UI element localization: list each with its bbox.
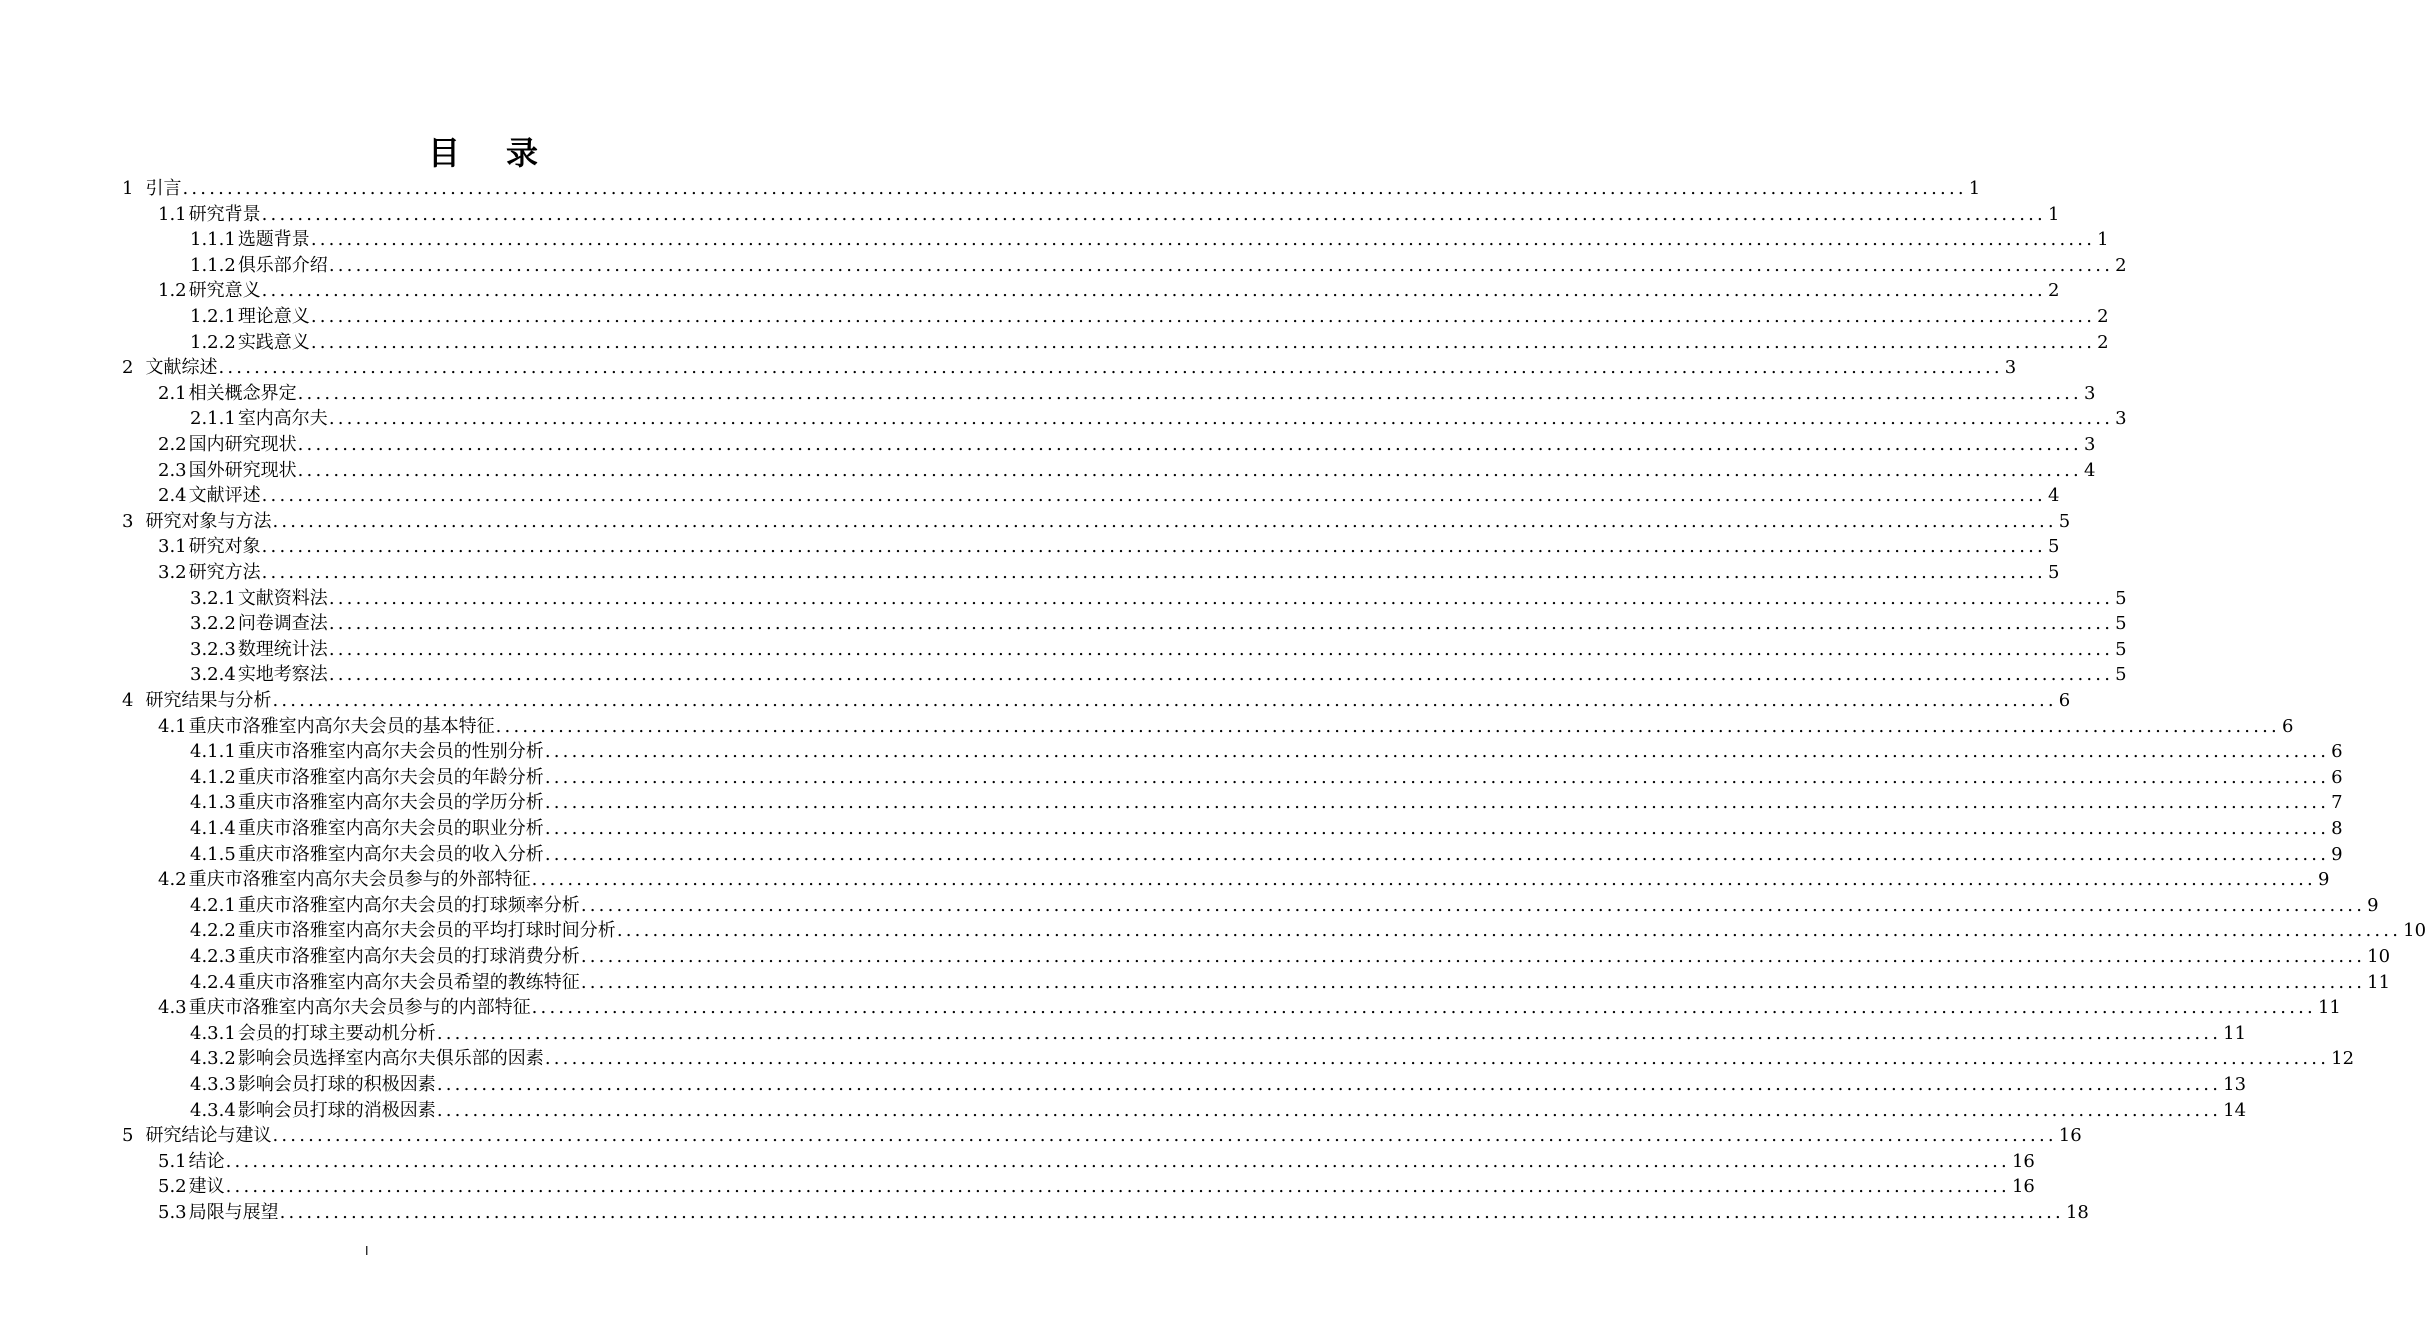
toc-entry[interactable] [122,176,1981,201]
toc-dot-leader: ........................................................................................................................................................................................................ [279,1202,2064,1223]
toc-entry-page: 18 [2065,1202,2089,1223]
toc-entry-page: 7 [2331,792,2343,813]
toc-entry-page: 8 [2331,818,2343,839]
toc-dot-leader: ........................................................................................................................................................................................................ [544,1048,2330,1069]
toc-entry-number: 4.1.1 [190,741,236,762]
toc-entry-page: 5 [2115,639,2127,660]
toc-dot-leader: ........................................................................................................................................................................................................ [328,639,2114,660]
toc-entry[interactable] [190,1072,2247,1097]
toc-dot-leader: ........................................................................................................................................................................................................ [616,920,2402,941]
toc-entry-number: 1.2.1 [190,306,236,327]
toc-entry-title: 国外研究现状 [188,460,297,481]
toc-dot-leader: ........................................................................................................................................................................................................ [531,997,2316,1018]
toc-dot-leader: ........................................................................................................................................................................................................ [261,485,2046,506]
toc-entry-page: 3 [2115,408,2127,429]
toc-entry[interactable] [190,406,2127,431]
toc-entry-title: 室内高尔夫 [237,408,328,429]
toc-entry-title: 重庆市洛雅室内高尔夫会员的年龄分析 [237,767,544,788]
toc-entry[interactable] [190,1098,2247,1123]
toc-entry-page: 1 [2097,229,2109,250]
toc-entry[interactable] [158,483,2060,508]
toc-dot-leader: ........................................................................................................................................................................................................ [531,869,2316,890]
toc-entry[interactable] [190,227,2109,252]
toc-entry-number: 2.3 [158,460,187,481]
toc-entry-title: 局限与展望 [188,1202,279,1223]
toc-entry-page: 14 [2223,1100,2247,1121]
toc-entry[interactable] [190,330,2109,355]
toc-dot-leader: ........................................................................................................................................................................................................ [261,204,2046,225]
toc-entry-page: 3 [2083,383,2096,404]
toc-entry-number: 4.2 [158,869,187,890]
toc-entry[interactable] [158,1149,2035,1174]
toc-entry-title: 文献综述 [145,357,218,378]
toc-dot-leader: ........................................................................................................................................................................................................ [297,460,2082,481]
toc-dot-leader: ........................................................................................................................................................................................................ [272,511,2057,532]
toc-dot-leader: ........................................................................................................................................................................................................ [544,792,2330,813]
toc-entry-page: 6 [2331,767,2343,788]
toc-entry-title: 重庆市洛雅室内高尔夫会员的平均打球时间分析 [237,920,616,941]
toc-entry-number: 3.2 [158,562,187,583]
toc-entry-number: 4.1 [158,716,187,737]
toc-dot-leader: ........................................................................................................................................................................................................ [225,1176,2010,1197]
toc-dot-leader: ........................................................................................................................................................................................................ [436,1100,2222,1121]
toc-dot-leader: ........................................................................................................................................................................................................ [495,716,2280,737]
toc-entry[interactable] [190,970,2391,995]
toc-entry-title: 重庆市洛雅室内高尔夫会员的打球消费分析 [237,946,580,967]
toc-entry-number: 5 [122,1125,134,1146]
toc-entry-page: 12 [2331,1048,2355,1069]
toc-entry-title: 建议 [188,1176,225,1197]
toc-entry[interactable] [190,1021,2247,1046]
toc-entry-number: 2 [122,357,134,378]
toc-dot-leader: ........................................................................................................................................................................................................ [436,1023,2222,1044]
toc-entry-number: 4.1.3 [190,792,236,813]
toc-entry-title: 研究结果与分析 [145,690,272,711]
toc-entry-number: 2.1.1 [190,408,236,429]
toc-dot-leader: ........................................................................................................................................................................................................ [310,332,2096,353]
toc-entry-number: 4.3.2 [190,1048,236,1069]
toc-entry-number: 1.1.2 [190,255,236,276]
toc-entry-title: 重庆市洛雅室内高尔夫会员的打球频率分析 [237,895,580,916]
toc-entry-number: 2.4 [158,485,187,506]
toc-entry-title: 实践意义 [237,332,310,353]
toc-entry-title: 影响会员打球的积极因素 [237,1074,436,1095]
toc-entry-title: 实地考察法 [237,664,328,685]
toc-entry-page: 9 [2367,895,2379,916]
toc-dot-leader: ........................................................................................................................................................................................................ [580,972,2366,993]
toc-entry-page: 6 [2331,741,2343,762]
page-number-footer: I [365,1244,369,1258]
toc-entry-page: 2 [2097,332,2109,353]
toc-entry-number: 4.1.2 [190,767,236,788]
toc-entry-number: 4.2.2 [190,920,236,941]
toc-entry-page: 16 [2058,1125,2082,1146]
toc-entry-page: 9 [2317,869,2330,890]
toc-entry-number: 3.2.3 [190,639,236,660]
toc-entry-page: 1 [1968,178,1981,199]
page-title [0,128,966,174]
toc-entry-title: 研究结论与建议 [145,1125,272,1146]
toc-entry-page: 5 [2047,536,2060,557]
toc-entry[interactable] [190,739,2343,764]
toc-dot-leader: ........................................................................................................................................................................................................ [218,357,2003,378]
toc-entry-number: 4.3.3 [190,1074,236,1095]
toc-entry-number: 3.1 [158,536,187,557]
toc-entry-page: 2 [2115,255,2127,276]
toc-dot-leader: ........................................................................................................................................................................................................ [436,1074,2222,1095]
toc-dot-leader: ........................................................................................................................................................................................................ [328,408,2114,429]
toc-entry-number: 2.1 [158,383,187,404]
toc-entry-page: 6 [2281,716,2294,737]
toc-entry-page: 10 [2403,920,2426,941]
toc-entry-page: 3 [2004,357,2017,378]
toc-entry-page: 1 [2047,204,2060,225]
toc-entry-number: 1.2.2 [190,332,236,353]
toc-dot-leader: ........................................................................................................................................................................................................ [225,1151,2010,1172]
toc-entry-number: 1.2 [158,280,187,301]
toc-entry[interactable] [190,637,2127,662]
toc-entry-title: 重庆市洛雅室内高尔夫会员的职业分析 [237,818,544,839]
toc-entry-page: 5 [2115,613,2127,634]
toc-entry[interactable] [158,202,2060,227]
toc-entry[interactable] [158,1200,2089,1225]
toc-entry-title: 重庆市洛雅室内高尔夫会员的基本特征 [188,716,495,737]
toc-entry[interactable] [190,944,2391,969]
toc-entry-number: 5.2 [158,1176,187,1197]
toc-entry-page: 16 [2011,1151,2035,1172]
toc-entry[interactable] [190,253,2127,278]
toc-entry-page: 2 [2047,280,2060,301]
toc-entry[interactable] [190,586,2127,611]
toc-entry-number: 1 [122,178,134,199]
toc-entry[interactable] [190,304,2109,329]
toc-entry-title: 研究意义 [188,280,261,301]
toc-entry-page: 9 [2331,844,2343,865]
toc-entry-title: 文献评述 [188,485,261,506]
toc-entry-page: 2 [2097,306,2109,327]
toc-entry-title: 会员的打球主要动机分析 [237,1023,436,1044]
toc-dot-leader: ........................................................................................................................................................................................................ [297,383,2082,404]
toc-entry-page: 3 [2083,434,2096,455]
toc-entry-title: 研究对象与方法 [145,511,272,532]
toc-dot-leader: ........................................................................................................................................................................................................ [580,946,2366,967]
toc-entry-title: 重庆市洛雅室内高尔夫会员参与的内部特征 [188,997,531,1018]
toc-entry[interactable] [122,355,2017,380]
toc-entry-number: 4.2.1 [190,895,236,916]
toc-entry-page: 10 [2367,946,2391,967]
toc-dot-leader: ........................................................................................................................................................................................................ [580,895,2366,916]
toc-entry[interactable] [190,842,2343,867]
toc-entry[interactable] [190,765,2343,790]
toc-entry[interactable] [190,1046,2355,1071]
toc-entry-page: 5 [2115,588,2127,609]
toc-entry-number: 3.2.1 [190,588,236,609]
toc-dot-leader: ........................................................................................................................................................................................................ [328,588,2114,609]
toc-dot-leader: ........................................................................................................................................................................................................ [544,741,2330,762]
toc-dot-leader: ........................................................................................................................................................................................................ [544,818,2330,839]
title-char-first: 目 [427,134,460,172]
toc-entry-page: 5 [2058,511,2071,532]
toc-dot-leader: ........................................................................................................................................................................................................ [261,280,2046,301]
toc-entry[interactable] [158,432,2096,457]
toc-entry-title: 文献资料法 [237,588,328,609]
toc-dot-leader: ........................................................................................................................................................................................................ [182,178,1967,199]
toc-entry[interactable] [190,893,2379,918]
toc-entry[interactable] [190,918,2426,943]
toc-entry-page: 4 [2083,460,2096,481]
toc-dot-leader: ........................................................................................................................................................................................................ [328,613,2114,634]
toc-entry[interactable] [190,816,2343,841]
toc-entry-number: 5.3 [158,1202,187,1223]
toc-entry[interactable] [158,867,2330,892]
toc-entry-number: 4 [122,690,134,711]
toc-entry[interactable] [158,995,2341,1020]
toc-dot-leader: ........................................................................................................................................................................................................ [328,255,2114,276]
toc-entry-title: 重庆市洛雅室内高尔夫会员的性别分析 [237,741,544,762]
toc-entry-title: 重庆市洛雅室内高尔夫会员参与的外部特征 [188,869,531,890]
toc-entry[interactable] [190,611,2127,636]
toc-entry-number: 5.1 [158,1151,187,1172]
toc-entry-page: 5 [2047,562,2060,583]
toc-entry-page: 4 [2047,485,2060,506]
toc-entry-title: 研究对象 [188,536,261,557]
toc-entry-number: 4.2.4 [190,972,236,993]
toc-entry-number: 3.2.2 [190,613,236,634]
toc-entry[interactable] [158,381,2096,406]
toc-entry[interactable] [158,560,2060,585]
toc-entry[interactable] [158,1174,2035,1199]
toc-entry[interactable] [158,534,2060,559]
toc-entry-number: 3 [122,511,134,532]
toc-entry-page: 6 [2058,690,2071,711]
toc-dot-leader: ........................................................................................................................................................................................................ [328,664,2114,685]
toc-entry-title: 问卷调查法 [237,613,328,634]
toc-entry-title: 结论 [188,1151,225,1172]
toc-entry[interactable] [190,790,2343,815]
toc-dot-leader: ........................................................................................................................................................................................................ [261,562,2046,583]
toc-entry[interactable] [158,458,2096,483]
toc-entry-title: 俱乐部介绍 [237,255,328,276]
toc-dot-leader: ........................................................................................................................................................................................................ [544,767,2330,788]
toc-entry-title: 理论意义 [237,306,310,327]
toc-entry-page: 11 [2367,972,2391,993]
toc-entry-page: 5 [2115,664,2127,685]
toc-entry-number: 4.3.1 [190,1023,236,1044]
toc-entry[interactable] [190,662,2127,687]
toc-dot-leader: ........................................................................................................................................................................................................ [272,690,2057,711]
toc-entry-title: 重庆市洛雅室内高尔夫会员希望的教练特征 [237,972,580,993]
toc-dot-leader: ........................................................................................................................................................................................................ [272,1125,2057,1146]
toc-entry[interactable] [122,509,2071,534]
toc-dot-leader: ........................................................................................................................................................................................................ [261,536,2046,557]
toc-entry-number: 1.1.1 [190,229,236,250]
toc-entry[interactable] [122,688,2071,713]
title-char-second: 录 [506,134,539,172]
toc-dot-leader: ........................................................................................................................................................................................................ [297,434,2082,455]
toc-entry-number: 2.2 [158,434,187,455]
toc-entry-page: 11 [2223,1023,2247,1044]
toc-entry-title: 影响会员打球的消极因素 [237,1100,436,1121]
toc-entry-title: 研究方法 [188,562,261,583]
toc-entry-title: 影响会员选择室内高尔夫俱乐部的因素 [237,1048,544,1069]
toc-entry[interactable] [158,714,2294,739]
toc-entry-title: 重庆市洛雅室内高尔夫会员的学历分析 [237,792,544,813]
toc-entry-number: 4.1.4 [190,818,236,839]
toc-dot-leader: ........................................................................................................................................................................................................ [310,306,2096,327]
toc-entry-title: 数理统计法 [237,639,328,660]
toc-entry-title: 研究背景 [188,204,261,225]
toc-entry-number: 4.2.3 [190,946,236,967]
toc-entry-title: 国内研究现状 [188,434,297,455]
toc-entry-title: 选题背景 [237,229,310,250]
toc-dot-leader: ........................................................................................................................................................................................................ [310,229,2096,250]
toc-entry-number: 1.1 [158,204,187,225]
toc-dot-leader: ........................................................................................................................................................................................................ [544,844,2330,865]
toc-entry-title: 重庆市洛雅室内高尔夫会员的收入分析 [237,844,544,865]
toc-entry-page: 16 [2011,1176,2035,1197]
toc-entry-number: 4.3 [158,997,187,1018]
toc-entry-title: 引言 [145,178,182,199]
toc-entry-number: 4.1.5 [190,844,236,865]
toc-entry-page: 13 [2223,1074,2247,1095]
toc-entry-number: 3.2.4 [190,664,236,685]
toc-entry[interactable] [158,278,2060,303]
toc-entry-page: 11 [2317,997,2341,1018]
toc-entry-number: 4.3.4 [190,1100,236,1121]
toc-entry[interactable] [122,1123,2082,1148]
toc-entry-title: 相关概念界定 [188,383,297,404]
